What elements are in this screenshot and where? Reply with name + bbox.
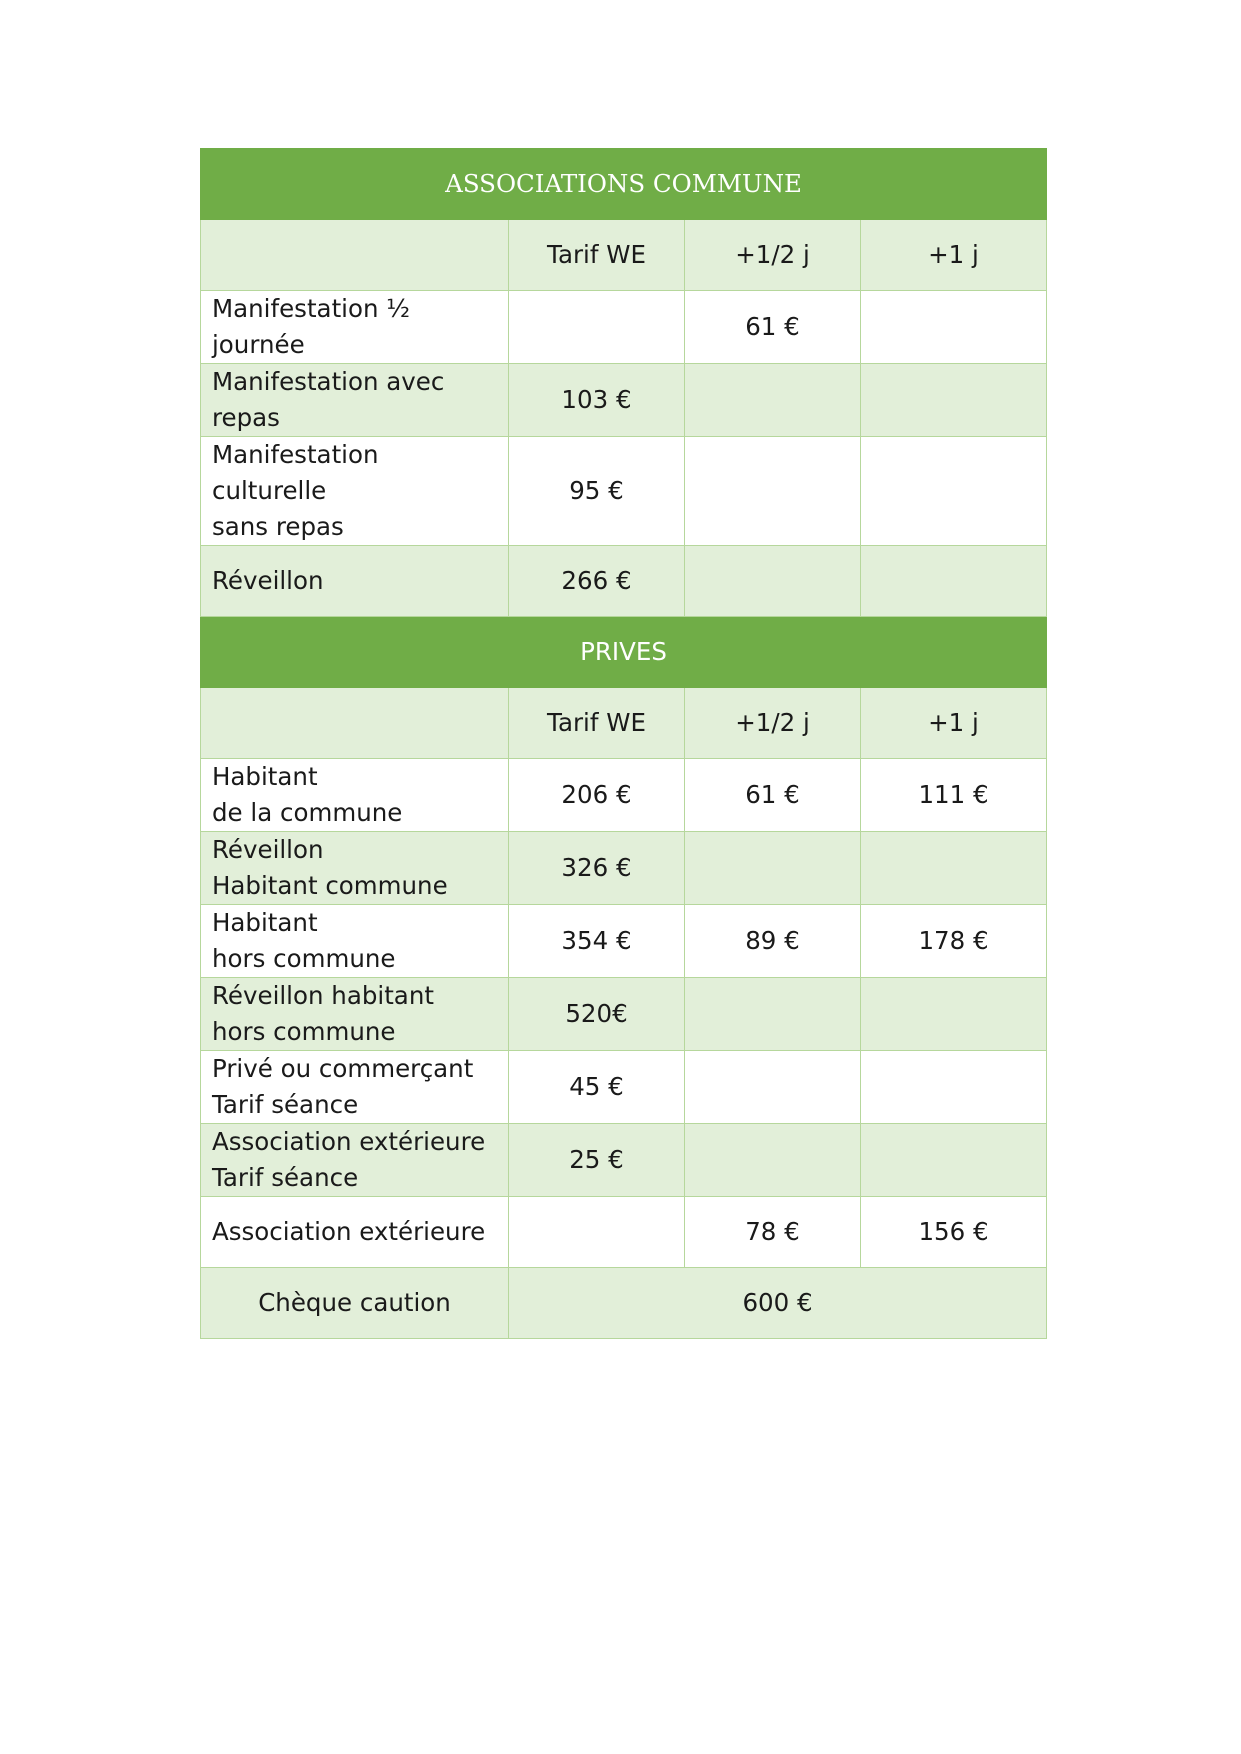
column-header-half-day: +1/2 j — [685, 688, 861, 759]
column-header-half-day: +1/2 j — [685, 220, 861, 291]
tariff-table — [200, 148, 1047, 1339]
caution-row — [201, 1268, 1047, 1339]
row-label: Réveillon habitant hors commune — [201, 978, 509, 1051]
cell-half-day — [685, 978, 861, 1051]
cell-full-day — [861, 437, 1047, 546]
table-row — [201, 1051, 1047, 1124]
column-header-tarif-we: Tarif WE — [509, 220, 685, 291]
row-label: Manifestation culturelle sans repas — [201, 437, 509, 546]
cell-half-day: 89 € — [685, 905, 861, 978]
column-header-tarif-we: Tarif WE — [509, 688, 685, 759]
column-header-row — [201, 220, 1047, 291]
column-header-full-day: +1 j — [861, 220, 1047, 291]
cell-full-day — [861, 1051, 1047, 1124]
cell-tarif-we: 326 € — [509, 832, 685, 905]
table-row — [201, 546, 1047, 617]
cell-full-day: 111 € — [861, 759, 1047, 832]
row-label: Manifestation avec repas — [201, 364, 509, 437]
table-row — [201, 364, 1047, 437]
section-header-associations — [201, 149, 1047, 220]
cell-full-day — [861, 978, 1047, 1051]
cell-half-day: 61 € — [685, 759, 861, 832]
cell-half-day: 78 € — [685, 1197, 861, 1268]
cell-half-day — [685, 546, 861, 617]
table-row — [201, 832, 1047, 905]
table-row — [201, 1124, 1047, 1197]
cell-tarif-we: 266 € — [509, 546, 685, 617]
table-row — [201, 437, 1047, 546]
cell-tarif-we: 103 € — [509, 364, 685, 437]
table-row — [201, 291, 1047, 364]
cell-tarif-we: 206 € — [509, 759, 685, 832]
row-label: Manifestation ½ journée — [201, 291, 509, 364]
row-label: Privé ou commerçant Tarif séance — [201, 1051, 509, 1124]
cell-half-day — [685, 1124, 861, 1197]
row-label: Réveillon Habitant commune — [201, 832, 509, 905]
row-label: Association extérieure Tarif séance — [201, 1124, 509, 1197]
column-header-label — [201, 688, 509, 759]
row-label: Réveillon — [201, 546, 509, 617]
cell-tarif-we: 45 € — [509, 1051, 685, 1124]
cell-tarif-we: 95 € — [509, 437, 685, 546]
cell-tarif-we — [509, 1197, 685, 1268]
cell-half-day — [685, 437, 861, 546]
cell-tarif-we: 25 € — [509, 1124, 685, 1197]
cell-half-day — [685, 364, 861, 437]
cell-tarif-we — [509, 291, 685, 364]
table-row — [201, 978, 1047, 1051]
cell-full-day — [861, 1124, 1047, 1197]
row-label: Habitant hors commune — [201, 905, 509, 978]
cell-tarif-we: 354 € — [509, 905, 685, 978]
cell-half-day — [685, 832, 861, 905]
table-row — [201, 905, 1047, 978]
column-header-full-day: +1 j — [861, 688, 1047, 759]
cell-full-day — [861, 364, 1047, 437]
cell-half-day — [685, 1051, 861, 1124]
cell-half-day: 61 € — [685, 291, 861, 364]
table-row — [201, 759, 1047, 832]
cell-tarif-we: 520€ — [509, 978, 685, 1051]
section-header-prives — [201, 617, 1047, 688]
cell-full-day: 178 € — [861, 905, 1047, 978]
section-title: PRIVES — [201, 617, 1047, 688]
cell-full-day — [861, 546, 1047, 617]
row-label: Habitant de la commune — [201, 759, 509, 832]
caution-value: 600 € — [509, 1268, 1047, 1339]
column-header-row — [201, 688, 1047, 759]
column-header-label — [201, 220, 509, 291]
row-label: Association extérieure — [201, 1197, 509, 1268]
cell-full-day — [861, 291, 1047, 364]
cell-full-day — [861, 832, 1047, 905]
section-title: ASSOCIATIONS COMMUNE — [201, 149, 1047, 220]
table-row — [201, 1197, 1047, 1268]
caution-label: Chèque caution — [201, 1268, 509, 1339]
cell-full-day: 156 € — [861, 1197, 1047, 1268]
